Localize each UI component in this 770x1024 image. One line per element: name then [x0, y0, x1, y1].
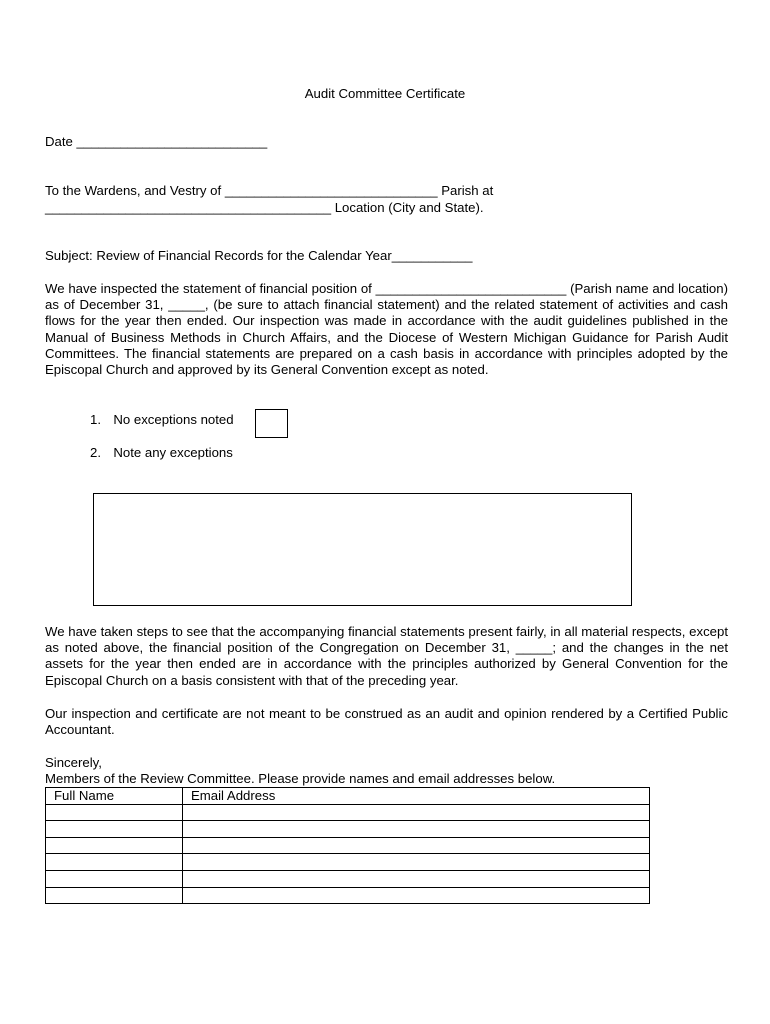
no-exceptions-checkbox[interactable]	[255, 409, 288, 438]
email-cell[interactable]	[183, 887, 650, 904]
disclaimer-paragraph: Our inspection and certificate are not meant to be construed as an audit and opinion rendered by a Certified Public Accountant.	[45, 706, 728, 738]
committee-instruction: Members of the Review Committee. Please provide names and email addresses below.	[45, 771, 556, 786]
option-label: No exceptions noted	[113, 412, 234, 427]
address-line-wardens[interactable]: To the Wardens, and Vestry of _____________________________ Parish at	[45, 183, 494, 198]
table-row	[46, 854, 650, 871]
steps-paragraph: We have taken steps to see that the accompanying financial statements present fairly, in all material respects, except as noted above, the financial position of the Congregation on December 31, _____; and the changes in the net assets for the year then ended are in accordance with the principles authorized by General Convention for the Episcopal Church on a basis consistent with that of the preceding year.	[45, 624, 728, 688]
members-table	[45, 787, 650, 904]
salutation: Sincerely,	[45, 755, 102, 770]
full-name-cell[interactable]	[46, 837, 183, 854]
option-label: Note any exceptions	[113, 445, 233, 460]
email-cell[interactable]	[183, 854, 650, 871]
option-number: 1.	[90, 412, 101, 427]
table-row	[46, 887, 650, 904]
full-name-cell[interactable]	[46, 887, 183, 904]
table-row	[46, 870, 650, 887]
full-name-cell[interactable]	[46, 854, 183, 871]
column-header-full-name: Full Name	[46, 788, 183, 805]
option-number: 2.	[90, 445, 101, 460]
date-field[interactable]: Date __________________________	[45, 134, 268, 149]
full-name-cell[interactable]	[46, 804, 183, 821]
table-row	[46, 804, 650, 821]
table-row	[46, 837, 650, 854]
email-cell[interactable]	[183, 804, 650, 821]
email-cell[interactable]	[183, 837, 650, 854]
table-header-row	[46, 788, 650, 805]
email-cell[interactable]	[183, 870, 650, 887]
page-title: Audit Committee Certificate	[304, 86, 466, 101]
option-note-exceptions	[90, 445, 233, 461]
full-name-cell[interactable]	[46, 870, 183, 887]
inspection-paragraph: We have inspected the statement of financial position of __________________________ (Parish name and location) as of December 31, _____, (be sure to attach financial statement) and the related statement of activities and cash flows for the year then ended. Our inspection was made in accordance with the audit guidelines published in the Manual of Business Methods in Church Affairs, and the Diocese of Western Michigan Guidance for Parish Audit Committees. The financial statements are prepared on a cash basis in accordance with principles adopted by the Episcopal Church and approved by its General Convention except as noted.	[45, 281, 728, 378]
subject-line[interactable]: Subject: Review of Financial Records for the Calendar Year___________	[45, 248, 473, 263]
column-header-email: Email Address	[183, 788, 650, 805]
email-cell[interactable]	[183, 821, 650, 838]
option-no-exceptions	[90, 412, 234, 428]
full-name-cell[interactable]	[46, 821, 183, 838]
address-line-location[interactable]: _______________________________________ Location (City and State).	[45, 200, 484, 215]
table-row	[46, 821, 650, 838]
exceptions-textbox[interactable]	[93, 493, 632, 606]
